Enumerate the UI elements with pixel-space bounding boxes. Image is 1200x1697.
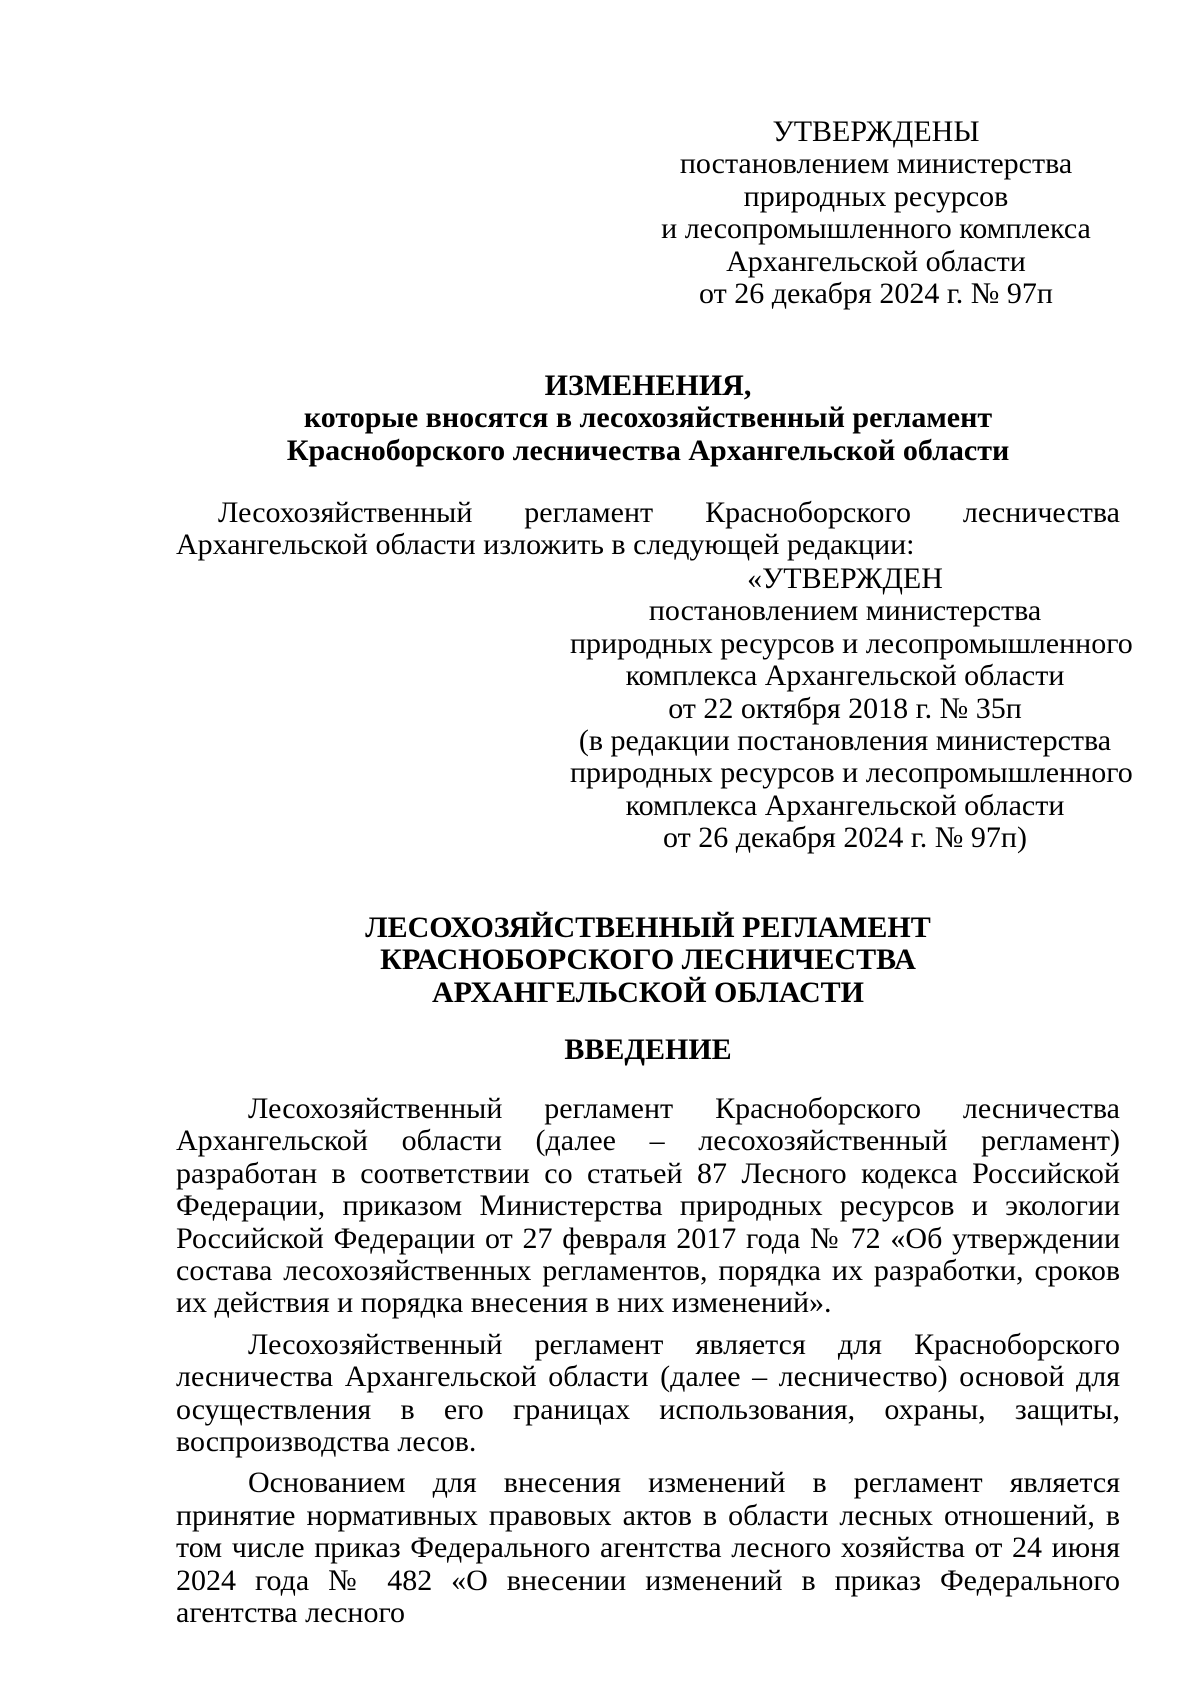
approved-line: постановлением министерства bbox=[648, 594, 1042, 628]
approval-stamp-block bbox=[656, 116, 1096, 310]
regulation-title-line: ЛЕСОХОЗЯЙСТВЕННЫЙ РЕГЛАМЕНТ bbox=[365, 911, 931, 944]
section-title-introduction: ВВЕДЕНИЕ bbox=[564, 1033, 732, 1066]
approved-line: «УТВЕРЖДЕН bbox=[747, 562, 943, 595]
approved-line: природных ресурсов и лесопромышленного bbox=[570, 756, 1133, 790]
regulation-title-line: КРАСНОБОРСКОГО ЛЕСНИЧЕСТВА bbox=[380, 943, 916, 977]
changes-title-line: ИЗМЕНЕНИЯ, bbox=[544, 369, 752, 402]
approved-inner-block bbox=[570, 562, 1133, 855]
body-paragraph: Лесохозяйственный регламент является для Красноборского лесничества Архангельской области (далее – лесничество) основой для осуществления в его границах использования, охраны, защиты, воспроизводства лесов. bbox=[176, 1327, 1120, 1459]
approved-line: комплекса Архангельской области bbox=[625, 659, 1065, 693]
approval-line: УТВЕРЖДЕНЫ bbox=[772, 115, 980, 148]
approved-line: (в редакции постановления министерства bbox=[578, 724, 1112, 758]
regulation-title-line: АРХАНГЕЛЬСКОЙ ОБЛАСТИ bbox=[432, 975, 864, 1009]
approved-line: от 26 декабря 2024 г. № 97п) bbox=[663, 821, 1027, 855]
approval-line: природных ресурсов bbox=[743, 179, 1009, 213]
body-text bbox=[176, 1093, 1120, 1639]
changes-title bbox=[176, 370, 1120, 467]
intro-line: Архангельской области изложить в следующей редакции: bbox=[176, 528, 915, 562]
body-paragraph: Основанием для внесения изменений в регламент является принятие нормативных правовых актов в области лесных отношений, в том числе приказ Федерального агентства лесного хозяйства от 24 июня 2024 года № 482 «О внесении изменений в приказ Федерального агентства лесного bbox=[176, 1466, 1120, 1630]
approved-line: от 22 октября 2018 г. № 35п bbox=[668, 691, 1022, 725]
approval-line: Архангельской области bbox=[726, 244, 1026, 278]
body-paragraph: Лесохозяйственный регламент Красноборского лесничества Архангельской области (далее – лесохозяйственный регламент) разработан в соответствии со статьей 87 Лесного кодекса Российской Федерации, приказом Министерства природных ресурсов и экологии Российской Федерации от 27 февраля 2017 года № 72 «Об утверждении состава лесохозяйственных регламентов, порядка их разработки, сроков их действия и порядка внесения в них изменений». bbox=[176, 1092, 1120, 1320]
changes-title-line: Красноборского лесничества Архангельской области bbox=[286, 433, 1010, 467]
approved-line: комплекса Архангельской области bbox=[625, 788, 1065, 822]
regulation-title bbox=[176, 912, 1120, 1009]
approval-line: постановлением министерства bbox=[679, 147, 1073, 181]
changes-title-line: которые вносятся в лесохозяйственный регламент bbox=[303, 401, 993, 435]
intro-paragraph bbox=[176, 497, 1120, 562]
intro-line: Лесохозяйственный регламент Красноборского лесничества bbox=[218, 496, 1120, 529]
approved-line: природных ресурсов и лесопромышленного bbox=[570, 626, 1133, 660]
approval-line: от 26 декабря 2024 г. № 97п bbox=[699, 277, 1053, 311]
approval-line: и лесопромышленного комплекса bbox=[661, 212, 1091, 246]
